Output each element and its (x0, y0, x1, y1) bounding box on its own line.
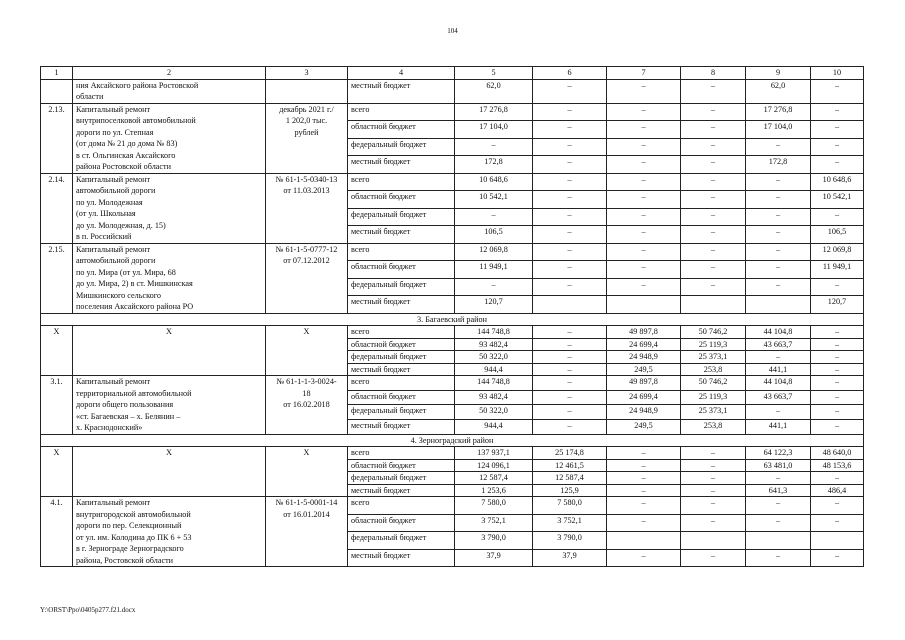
cell-line: внутрипоселковой автомобильной (76, 116, 196, 125)
value-cell: – (533, 226, 607, 244)
item-number (41, 79, 73, 103)
value-cell: 25 119,3 (681, 338, 746, 351)
value-cell: – (607, 226, 681, 244)
value-cell: 24 948,9 (607, 405, 681, 420)
value-cell: 253,8 (681, 363, 746, 376)
value-cell: 24 699,4 (607, 338, 681, 351)
value-cell: – (607, 484, 681, 497)
value-cell: – (533, 138, 607, 156)
value-cell (607, 532, 681, 550)
value-cell: – (811, 390, 864, 405)
item-name (73, 79, 266, 103)
value-cell (681, 296, 746, 314)
continuation-row (41, 79, 864, 103)
value-cell: – (746, 405, 811, 420)
column-number: 7 (607, 67, 681, 80)
cell-line: рублей (294, 127, 319, 137)
value-cell: – (811, 497, 864, 515)
item-number: 3.1. (41, 376, 73, 435)
value-cell (811, 532, 864, 550)
value-cell: – (607, 191, 681, 209)
value-cell: 49 897,8 (607, 376, 681, 391)
funding-source: областной бюджет (348, 514, 455, 532)
column-number: 2 (73, 67, 266, 80)
cell-line: № 61-1-5-0001-14 (275, 498, 338, 507)
section-title: 3. Багаевский район (41, 313, 864, 326)
funding-source: местный бюджет (348, 363, 455, 376)
cell-line: 18 (302, 388, 311, 398)
value-cell: 144 748,8 (455, 376, 533, 391)
x-mark: Х (41, 326, 73, 376)
value-cell: 44 104,8 (746, 326, 811, 339)
value-cell: – (533, 278, 607, 296)
value-cell: – (746, 208, 811, 226)
funding-source: местный бюджет (348, 549, 455, 567)
cell-line: по ул. Мира (от ул. Мира, 68 (76, 267, 176, 277)
value-cell: 137 937,1 (455, 447, 533, 460)
value-cell: – (811, 156, 864, 174)
value-cell: 3 790,0 (533, 532, 607, 550)
value-cell: 50 746,2 (681, 326, 746, 339)
value-cell: – (681, 138, 746, 156)
table-row (41, 326, 864, 339)
cell-line: № 61-1-5-0777-12 (275, 244, 338, 254)
funding-source: всего (348, 243, 455, 261)
cell-line: Капитальный ремонт (76, 244, 151, 254)
value-cell: – (811, 326, 864, 339)
value-cell: – (746, 351, 811, 364)
value-cell: – (681, 103, 746, 121)
value-cell: 3 752,1 (533, 514, 607, 532)
table-row (41, 497, 864, 515)
value-cell: 50 322,0 (455, 405, 533, 420)
table-row (41, 173, 864, 191)
funding-source: местный бюджет (348, 419, 455, 434)
value-cell: – (607, 497, 681, 515)
value-cell: 944,4 (455, 363, 533, 376)
value-cell: 12 587,4 (455, 472, 533, 485)
value-cell: 106,5 (455, 226, 533, 244)
value-cell: – (746, 226, 811, 244)
value-cell: – (811, 514, 864, 532)
value-cell: – (811, 103, 864, 121)
cell-line: Капитальный ремонт (76, 104, 151, 114)
value-cell: 50 322,0 (455, 351, 533, 364)
value-cell: – (681, 472, 746, 485)
value-cell: 44 104,8 (746, 376, 811, 391)
value-cell: – (607, 208, 681, 226)
item-name (73, 103, 266, 173)
item-number: 2.14. (41, 173, 73, 243)
value-cell: – (533, 405, 607, 420)
section-header-row (41, 434, 864, 447)
value-cell: – (681, 278, 746, 296)
funding-source: федеральный бюджет (348, 351, 455, 364)
funding-source: местный бюджет (348, 226, 455, 244)
cell-line: Капитальный ремонт (76, 498, 151, 507)
value-cell: – (607, 79, 681, 103)
cell-line: по ул. Молодежная (76, 197, 143, 207)
value-cell: – (533, 156, 607, 174)
value-cell: 11 949,1 (455, 261, 533, 279)
value-cell: – (746, 138, 811, 156)
cell-line: от 16.01.2014 (283, 509, 330, 519)
cell-line: до ул. Мира, 2) в ст. Мишкинская (76, 279, 193, 288)
value-cell: – (681, 79, 746, 103)
x-mark: Х (41, 447, 73, 497)
cell-line: внутригородской автомобильной (76, 509, 191, 519)
cell-line: в г. Зернограде Зерноградского (76, 544, 184, 553)
value-cell: 125,9 (533, 484, 607, 497)
value-cell: – (681, 459, 746, 472)
value-cell: 12 587,4 (533, 472, 607, 485)
value-cell: 12 069,8 (811, 243, 864, 261)
cell-line: х. Краснодонский» (76, 423, 143, 432)
funding-source: местный бюджет (348, 79, 455, 103)
value-cell: – (746, 549, 811, 567)
value-cell: 124 096,1 (455, 459, 533, 472)
value-cell (746, 532, 811, 550)
column-number: 9 (746, 67, 811, 80)
column-number: 4 (348, 67, 455, 80)
cell-line: области (76, 92, 104, 101)
value-cell: 17 104,0 (455, 121, 533, 139)
value-cell: – (681, 497, 746, 515)
value-cell: – (681, 173, 746, 191)
column-number: 1 (41, 67, 73, 80)
value-cell: – (746, 173, 811, 191)
item-name (73, 173, 266, 243)
value-cell: 10 542,1 (455, 191, 533, 209)
value-cell: – (533, 79, 607, 103)
value-cell: – (533, 191, 607, 209)
item-number: 2.15. (41, 243, 73, 313)
footer-file-path: Y:\ORST\Ppo\0405p277.f21.docx (40, 606, 136, 614)
cell-line: Капитальный ремонт (76, 377, 151, 386)
value-cell: – (607, 138, 681, 156)
value-cell: – (681, 514, 746, 532)
funding-source: областной бюджет (348, 261, 455, 279)
value-cell: 253,8 (681, 419, 746, 434)
page-number: 104 (447, 27, 458, 35)
value-cell: 10 542,1 (811, 191, 864, 209)
document-cell (266, 103, 348, 173)
value-cell: – (607, 156, 681, 174)
cell-line: ния Аксайского района Ростовской (76, 80, 199, 90)
value-cell: – (746, 261, 811, 279)
cell-line: территориальной автомобильной (76, 388, 192, 398)
value-cell: 25 373,1 (681, 405, 746, 420)
value-cell: 12 069,8 (455, 243, 533, 261)
item-name (73, 376, 266, 435)
value-cell: – (607, 472, 681, 485)
funding-source: федеральный бюджет (348, 138, 455, 156)
value-cell: 11 949,1 (811, 261, 864, 279)
funding-source: федеральный бюджет (348, 208, 455, 226)
funding-source: всего (348, 103, 455, 121)
funding-source: федеральный бюджет (348, 405, 455, 420)
value-cell: 120,7 (811, 296, 864, 314)
funding-source: областной бюджет (348, 121, 455, 139)
value-cell: 50 746,2 (681, 376, 746, 391)
cell-line: Мишкинского сельского (76, 290, 162, 300)
value-cell: – (681, 447, 746, 460)
value-cell: 24 699,4 (607, 390, 681, 405)
item-name (73, 497, 266, 567)
item-number: 4.1. (41, 497, 73, 567)
funding-source: всего (348, 497, 455, 515)
budget-table (40, 66, 864, 567)
column-number: 10 (811, 67, 864, 80)
value-cell: – (811, 376, 864, 391)
value-cell: – (455, 138, 533, 156)
cell-line: автомобильной дороги (76, 186, 156, 195)
funding-source: федеральный бюджет (348, 472, 455, 485)
cell-line: в ст. Ольгинская Аксайского (76, 150, 176, 160)
value-cell: 64 122,3 (746, 447, 811, 460)
cell-line: от 07.12.2012 (283, 256, 330, 265)
value-cell: – (533, 103, 607, 121)
section-header-row (41, 313, 864, 326)
value-cell: – (811, 208, 864, 226)
value-cell: – (681, 549, 746, 567)
value-cell: – (681, 121, 746, 139)
value-cell: 48 640,0 (811, 447, 864, 460)
value-cell: – (455, 278, 533, 296)
value-cell: 249,5 (607, 419, 681, 434)
value-cell: – (811, 278, 864, 296)
funding-source: всего (348, 447, 455, 460)
value-cell: – (681, 226, 746, 244)
table-row (41, 103, 864, 121)
column-number: 6 (533, 67, 607, 80)
value-cell: – (811, 363, 864, 376)
value-cell: – (811, 338, 864, 351)
cell-line: (от ул. Школьная (76, 209, 136, 218)
value-cell: 93 482,4 (455, 338, 533, 351)
value-cell: – (746, 191, 811, 209)
funding-source: областной бюджет (348, 459, 455, 472)
value-cell: 172,8 (746, 156, 811, 174)
value-cell: 43 663,7 (746, 338, 811, 351)
value-cell: – (746, 514, 811, 532)
value-cell: – (811, 79, 864, 103)
value-cell: – (533, 243, 607, 261)
cell-line: декабрь 2021 г./ (279, 104, 334, 114)
cell-line: от 11.03.2013 (283, 186, 330, 195)
funding-source: всего (348, 173, 455, 191)
value-cell: – (607, 278, 681, 296)
cell-line: № 61-1-5-0340-13 (275, 174, 338, 184)
funding-source: местный бюджет (348, 156, 455, 174)
value-cell: – (607, 243, 681, 261)
value-cell: 172,8 (455, 156, 533, 174)
item-number: 2.13. (41, 103, 73, 173)
cell-line: района, Ростовской области (76, 555, 174, 565)
cell-line: Капитальный ремонт (76, 174, 151, 184)
cell-line: дороги по ул. Степная (76, 127, 154, 137)
value-cell: – (607, 103, 681, 121)
value-cell: – (533, 326, 607, 339)
value-cell: 62,0 (455, 79, 533, 103)
value-cell: 37,9 (533, 549, 607, 567)
value-cell: 120,7 (455, 296, 533, 314)
table-row (41, 447, 864, 460)
funding-source: федеральный бюджет (348, 532, 455, 550)
value-cell: 641,3 (746, 484, 811, 497)
value-cell: 486,4 (811, 484, 864, 497)
value-cell: 37,9 (455, 549, 533, 567)
value-cell (607, 296, 681, 314)
value-cell: 10 648,6 (811, 173, 864, 191)
cell-line: дороги по пер. Селекционный (76, 521, 182, 530)
value-cell: – (811, 549, 864, 567)
value-cell: – (607, 261, 681, 279)
value-cell: 62,0 (746, 79, 811, 103)
value-cell (533, 296, 607, 314)
value-cell: – (811, 121, 864, 139)
value-cell: – (455, 208, 533, 226)
value-cell: 10 648,6 (455, 173, 533, 191)
header-row (41, 67, 864, 80)
funding-source: областной бюджет (348, 390, 455, 405)
value-cell: – (681, 156, 746, 174)
document-cell (266, 243, 348, 313)
value-cell: – (681, 208, 746, 226)
funding-source: всего (348, 376, 455, 391)
section-title: 4. Зерноградский район (41, 434, 864, 447)
value-cell: – (681, 484, 746, 497)
table-row (41, 243, 864, 261)
value-cell: – (533, 261, 607, 279)
cell-line: от 16.02.2018 (283, 400, 330, 409)
value-cell: – (533, 390, 607, 405)
value-cell (746, 296, 811, 314)
value-cell: – (533, 419, 607, 434)
cell-line: № 61-1-1-3-0024- (276, 377, 337, 386)
value-cell: – (607, 549, 681, 567)
value-cell: 3 752,1 (455, 514, 533, 532)
funding-source: местный бюджет (348, 484, 455, 497)
value-cell: – (607, 173, 681, 191)
value-cell: – (681, 261, 746, 279)
item-name (73, 243, 266, 313)
value-cell: 48 153,6 (811, 459, 864, 472)
x-mark: Х (73, 326, 266, 376)
value-cell: 249,5 (607, 363, 681, 376)
value-cell: 944,4 (455, 419, 533, 434)
x-mark: Х (73, 447, 266, 497)
table-row (41, 376, 864, 391)
value-cell: 106,5 (811, 226, 864, 244)
value-cell: 144 748,8 (455, 326, 533, 339)
x-mark: Х (266, 326, 348, 376)
value-cell: 1 253,6 (455, 484, 533, 497)
funding-source: всего (348, 326, 455, 339)
value-cell: – (746, 497, 811, 515)
value-cell: – (607, 514, 681, 532)
value-cell: – (607, 447, 681, 460)
document-cell (266, 376, 348, 435)
value-cell: 24 948,9 (607, 351, 681, 364)
column-number: 8 (681, 67, 746, 80)
cell-line: автомобильной дороги (76, 256, 156, 265)
value-cell: – (746, 278, 811, 296)
value-cell: – (811, 351, 864, 364)
value-cell: 93 482,4 (455, 390, 533, 405)
value-cell: 25 373,1 (681, 351, 746, 364)
value-cell: – (533, 338, 607, 351)
value-cell: – (811, 472, 864, 485)
value-cell: – (681, 191, 746, 209)
value-cell: 3 790,0 (455, 532, 533, 550)
value-cell: – (533, 121, 607, 139)
value-cell: 25 174,8 (533, 447, 607, 460)
funding-source: областной бюджет (348, 191, 455, 209)
cell-line: в п. Российский (76, 232, 132, 241)
cell-line: района Ростовской области (76, 162, 172, 171)
x-mark: Х (266, 447, 348, 497)
cell-line: (от дома № 21 до дома № 83) (76, 139, 178, 148)
value-cell: – (746, 472, 811, 485)
document-cell (266, 79, 348, 103)
value-cell: – (533, 351, 607, 364)
value-cell: 12 461,5 (533, 459, 607, 472)
value-cell: – (746, 243, 811, 261)
value-cell: – (607, 121, 681, 139)
value-cell: – (681, 243, 746, 261)
value-cell: 17 276,8 (746, 103, 811, 121)
funding-source: федеральный бюджет (348, 278, 455, 296)
document-cell (266, 173, 348, 243)
cell-line: 1 202,0 тыс. (285, 116, 328, 125)
value-cell: 17 276,8 (455, 103, 533, 121)
value-cell: 25 119,3 (681, 390, 746, 405)
value-cell: – (811, 419, 864, 434)
value-cell: – (533, 363, 607, 376)
column-number: 5 (455, 67, 533, 80)
cell-line: поселения Аксайского района РО (76, 302, 194, 311)
value-cell: 7 580,0 (455, 497, 533, 515)
cell-line: от ул. им. Колодина до ПК 6 + 53 (76, 532, 192, 542)
cell-line: дороги общего пользования (76, 400, 174, 409)
value-cell: – (533, 376, 607, 391)
value-cell: 441,1 (746, 419, 811, 434)
cell-line: «ст. Багаевская – х. Белянин – (76, 411, 181, 421)
value-cell: 441,1 (746, 363, 811, 376)
value-cell (681, 532, 746, 550)
value-cell: – (811, 405, 864, 420)
value-cell: – (533, 173, 607, 191)
document-cell (266, 497, 348, 567)
value-cell: 7 580,0 (533, 497, 607, 515)
column-number: 3 (266, 67, 348, 80)
funding-source: местный бюджет (348, 296, 455, 314)
value-cell: 63 481,0 (746, 459, 811, 472)
cell-line: до ул. Молодежная, д. 15) (76, 220, 166, 230)
value-cell: 49 897,8 (607, 326, 681, 339)
value-cell: 17 104,0 (746, 121, 811, 139)
funding-source: областной бюджет (348, 338, 455, 351)
value-cell: – (533, 208, 607, 226)
value-cell: – (607, 459, 681, 472)
value-cell: – (811, 138, 864, 156)
value-cell: 43 663,7 (746, 390, 811, 405)
